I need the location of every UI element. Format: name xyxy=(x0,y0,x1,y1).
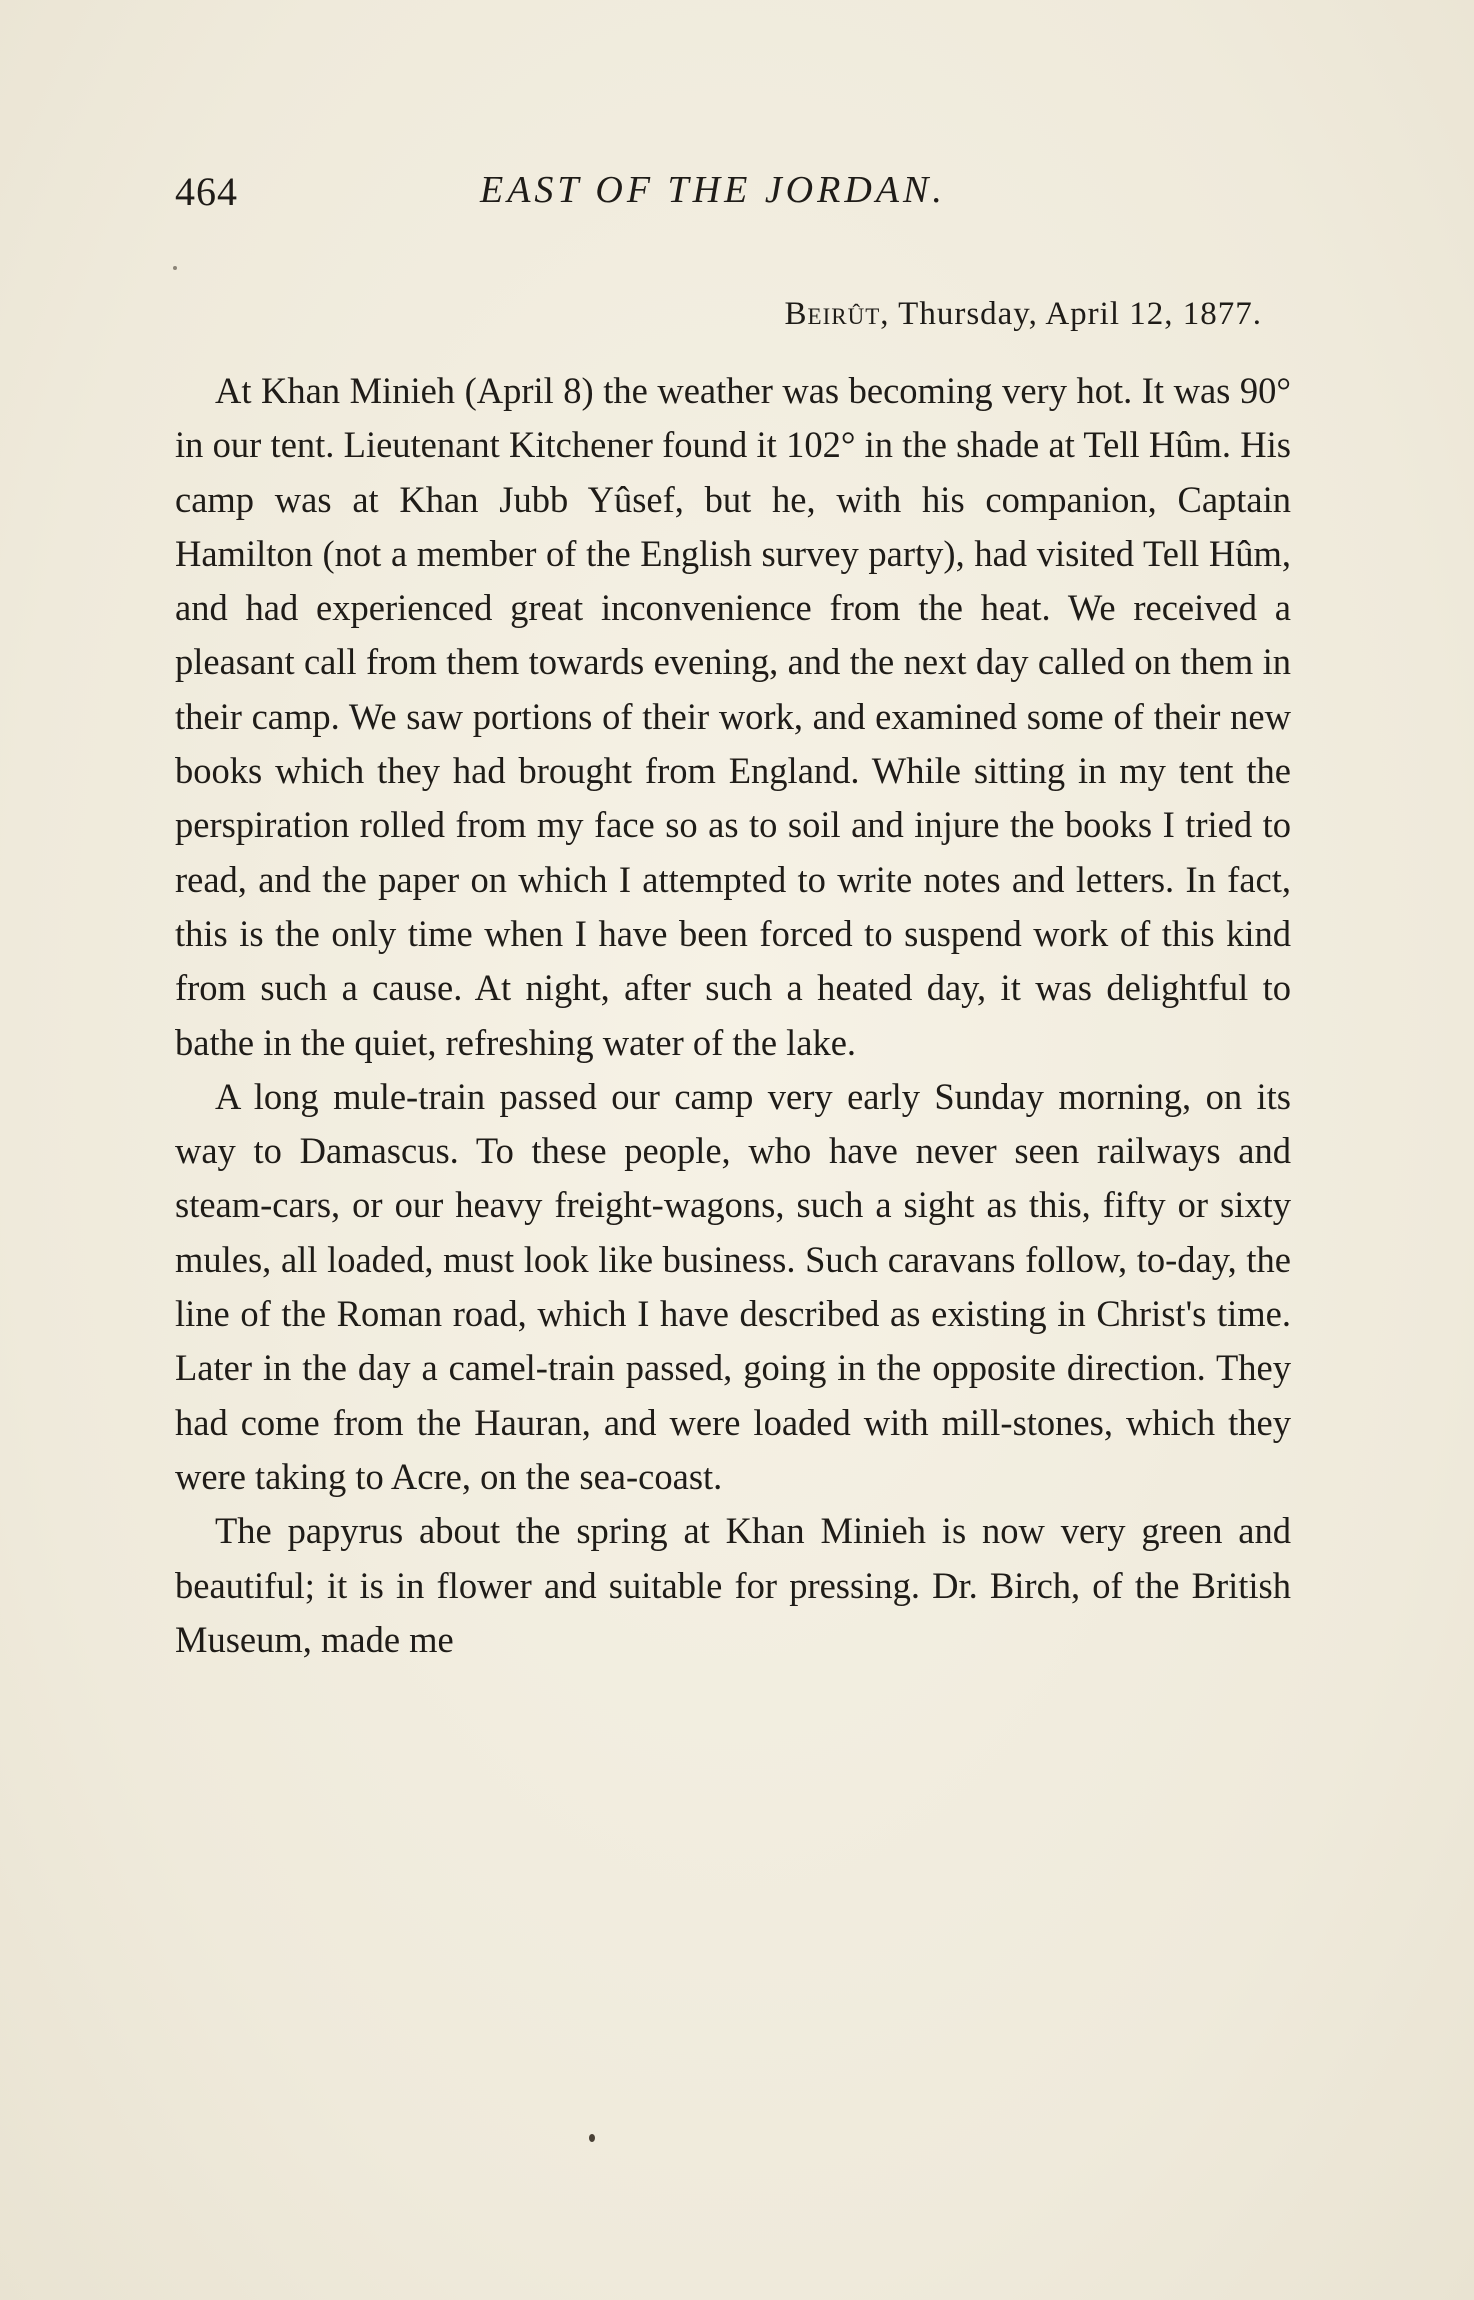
page-number: 464 xyxy=(175,169,238,214)
dateline xyxy=(785,296,1262,333)
paragraph-3: The papyrus about the spring at Khan Minieh is now very green and beautiful; it is in flower and suitable for pressing. Dr. Birch, of the British Museum, made me xyxy=(175,1510,1291,1660)
dateline-place: Beirût xyxy=(784,296,881,332)
page-header xyxy=(175,168,1295,218)
dateline-date: , Thursday, April 12, 1877. xyxy=(880,296,1262,332)
running-head: EAST OF THE JORDAN. xyxy=(480,169,946,211)
ink-speck xyxy=(173,266,177,270)
paragraph-1: At Khan Minieh (April 8) the weather was becoming very hot. It was 90° in our tent. Lieutenant Kitchener found it 102° in the shade at Tell Hûm. His camp was at Khan Jubb Yûsef, but he, with his companion, Captain Hamilton (not a member of the English survey party), had visited Tell Hûm, and had experienced great inconvenience from the heat. We received a pleasant call from them towards evening, and the next day called on them in their camp. We saw portions of their work, and examined some of their new books which they had brought from England. While sitting in my tent the perspiration rolled from my face so as to soil and injure the books I tried to read, and the paper on which I attempted to write notes and letters. In fact, this is the only time when I have been forced to suspend work of this kind from such a cause. At night, after such a heated day, it was delightful to bathe in the quiet, refreshing water of the lake. xyxy=(175,370,1291,1063)
ink-speck xyxy=(589,2134,595,2142)
body-text xyxy=(175,364,1291,1667)
paragraph-2: A long mule-train passed our camp very early Sunday morning, on its way to Damascus. To these people, who have never seen railways and steam-cars, or our heavy freight-wagons, such a sight as this, fifty or sixty mules, all loaded, must look like business. Such caravans follow, to-day, the line of the Roman road, which I have described as existing in Christ's time. Later in the day a camel-train passed, going in the opposite direction. They had come from the Hauran, and were loaded with mill-stones, which they were taking to Acre, on the sea-coast. xyxy=(175,1075,1291,1497)
